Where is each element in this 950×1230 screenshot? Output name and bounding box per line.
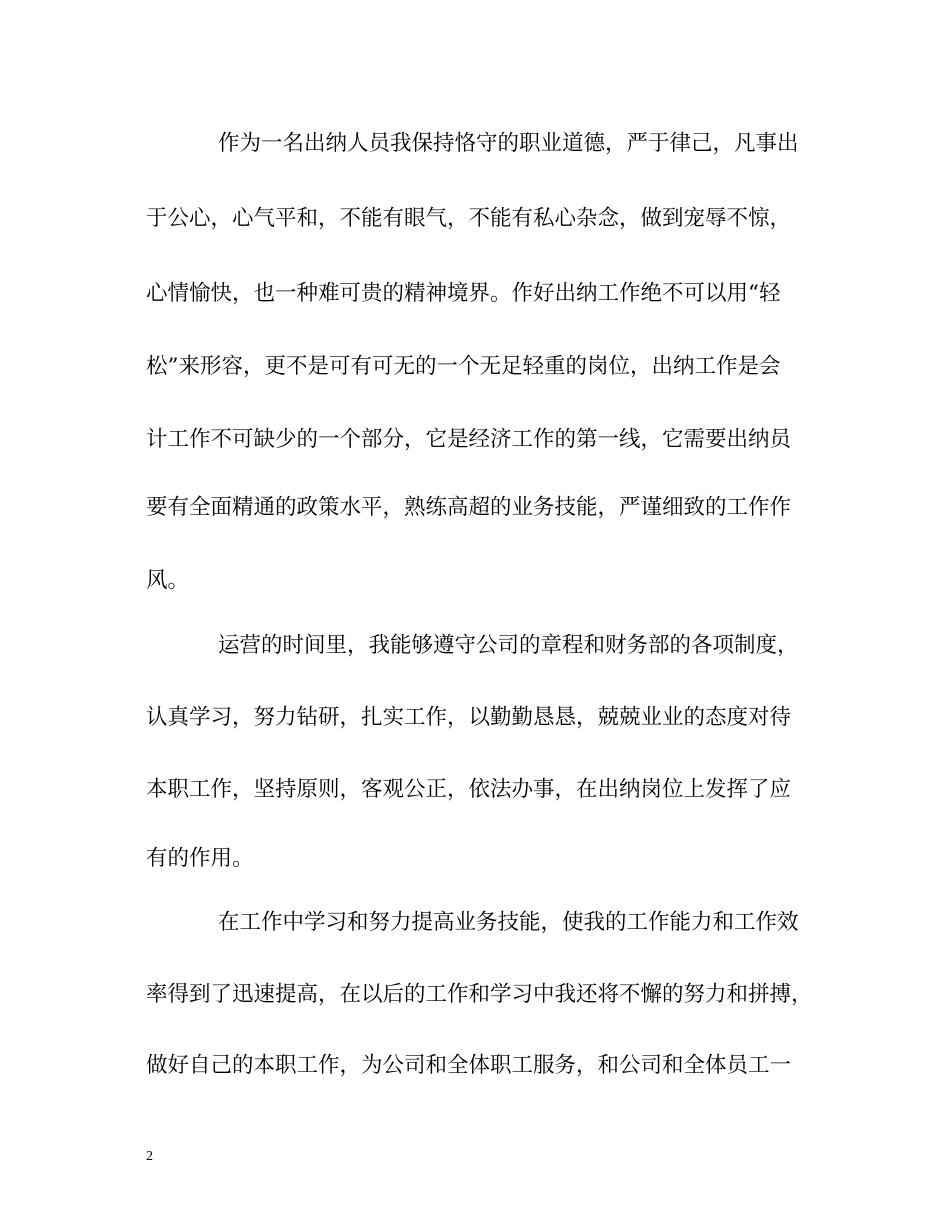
paragraph-2-line-3: 本职工作，坚持原则，客观公正，依法办事，在出纳岗位上发挥了应 bbox=[146, 777, 792, 802]
paragraph-3-line-2: 率得到了迅速提高，在以后的工作和学习中我还将不懈的努力和拼搏， bbox=[146, 982, 813, 1007]
paragraph-2-line-4: 有的作用。 bbox=[146, 846, 254, 871]
paragraph-1-line-6: 要有全面精通的政策水平，熟练高超的业务技能，严谨细致的工作作 bbox=[146, 495, 792, 520]
page-number: 2 bbox=[146, 1149, 153, 1164]
paragraph-3-line-3: 做好自己的本职工作，为公司和全体职工服务，和公司和全体员工一 bbox=[146, 1053, 792, 1078]
paragraph-3-line-1: 在工作中学习和努力提高业务技能，使我的工作能力和工作效 bbox=[218, 910, 799, 935]
paragraph-1-line-3: 心情愉快，也一种难可贵的精神境界。作好出纳工作绝不可以用“轻 bbox=[146, 281, 781, 306]
paragraph-2-line-2: 认真学习，努力钻研，扎实工作，以勤勤恳恳，兢兢业业的态度对待 bbox=[146, 705, 792, 730]
paragraph-1-line-4: 松”来形容，更不是可有可无的一个无足轻重的岗位，出纳工作是会 bbox=[146, 354, 781, 379]
paragraph-1-line-7: 风。 bbox=[146, 568, 190, 593]
paragraph-1-line-2: 于公心，心气平和，不能有眼气，不能有私心杂念，做到宠辱不惊， bbox=[146, 206, 792, 231]
paragraph-1-line-5: 计工作不可缺少的一个部分，它是经济工作的第一线，它需要出纳员 bbox=[146, 427, 792, 452]
paragraph-1-line-1: 作为一名出纳人员我保持恪守的职业道德，严于律己，凡事出 bbox=[218, 131, 799, 156]
paragraph-2-line-1: 运营的时间里，我能够遵守公司的章程和财务部的各项制度， bbox=[218, 633, 799, 658]
